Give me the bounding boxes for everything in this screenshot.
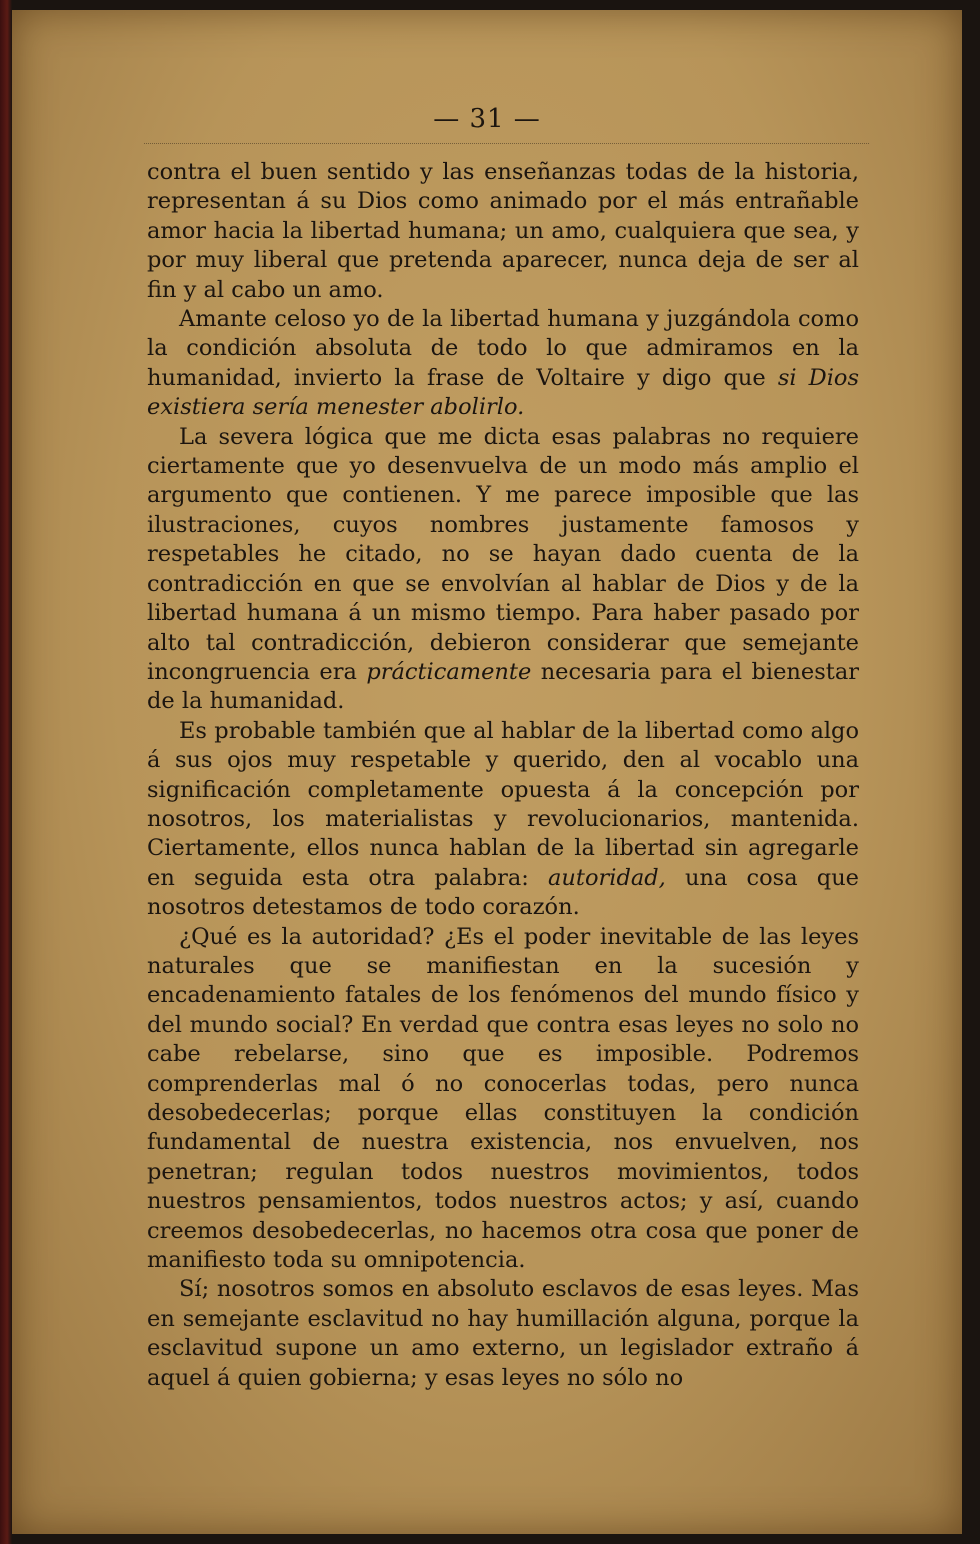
paragraph-text: ¿Qué es la autoridad? ¿Es el poder inevitable de las leyes naturales que se manifiestan en la sucesión y encadenamiento fatales de los fenómenos del mundo físico y del mundo social? En verdad que contra esas leyes no solo no cabe rebelarse, sino que es imposible. Podremos comprenderlas mal ó no conocerlas todas, pero nunca desobedecerlas; porque ellas constituyen la condición fundamental de nuestra existencia, nos envuelven, nos penetran; regulan todos nuestros movimientos, todos nuestros pensamientos, todos nuestros actos; y así, cuando creemos desobedecerlas, no hacemos otra cosa que poner de manifiesto toda su omnipotencia.: [147, 923, 859, 1274]
book-spine-edge: [0, 0, 12, 1544]
paragraph: [147, 158, 859, 305]
paragraph-text: La severa lógica que me dicta esas palabras no requiere ciertamente que yo desenvuelva de un modo más amplio el argumento que contienen. Y me parece imposible que las ilustraciones, cuyos nombres justamente famosos y respetables he citado, no se hayan dado cuenta de la contradicción en que se envolvían al hablar de Dios y de la libertad humana á un mismo tiempo. Para haber pasado por alto tal contradicción, debieron considerar que semejante incongruencia era: [147, 423, 859, 685]
italic-text: prácticamente: [366, 658, 532, 685]
paragraph: [147, 305, 859, 423]
book-page: [12, 10, 962, 1534]
paragraph: [147, 1275, 859, 1393]
paragraph-text: Sí; nosotros somos en absoluto esclavos de esas leyes. Mas en semejante esclavitud no hay humillación alguna, porque la esclavitud supone un amo externo, un legislador extraño á aquel á quien gobierna; y esas leyes no sólo no: [147, 1276, 859, 1391]
italic-text: si Dios existiera sería menester abolirlo.: [147, 364, 859, 421]
body-text: [147, 158, 859, 1393]
page-number: — 31 —: [433, 104, 541, 134]
paragraph-text: Amante celoso yo de la libertad humana y juzgándola como la condición absoluta de todo lo que admiramos en la humanidad, invierto la frase de Voltaire y digo que: [147, 306, 859, 391]
paragraph: [147, 423, 859, 717]
paragraph-text: una cosa que nosotros detestamos de todo corazón.: [147, 864, 859, 921]
paragraph: [147, 717, 859, 923]
paragraph: [147, 923, 859, 1276]
paragraph-text: Es probable también que al hablar de la libertad como algo á sus ojos muy respetable y querido, den al vocablo una significación completamente opuesta á la concepción por nosotros, los materialistas y revolucionarios, mantenida. Ciertamente, ellos nunca hablan de la libertad sin agregarle en seguida esta otra palabra:: [147, 717, 859, 891]
header-rule: [144, 143, 869, 144]
paragraph-text: contra el buen sentido y las enseñanzas todas de la historia, representan á su Dios como animado por el más entrañable amor hacia la libertad humana; un amo, cualquiera que sea, y por muy liberal que pretenda aparecer, nunca deja de ser al fin y al cabo un amo.: [147, 159, 859, 303]
paragraph-text: necesaria para el bienestar de la humanidad.: [147, 658, 859, 715]
italic-text: autoridad,: [548, 864, 666, 891]
